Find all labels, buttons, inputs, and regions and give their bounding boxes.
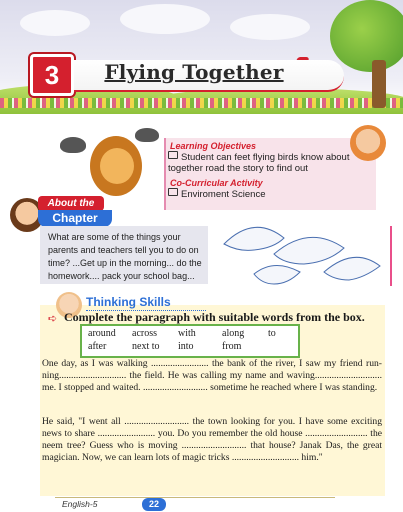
book-icon — [168, 151, 178, 159]
page-number: 22 — [142, 498, 166, 511]
thinking-skills-heading: Thinking Skills — [86, 295, 171, 309]
chapter-number: 3 — [30, 54, 74, 96]
word-item: into — [178, 341, 194, 352]
objectives-heading: Learning Objectives — [170, 141, 257, 151]
title-bar — [74, 60, 344, 92]
word-item: along — [222, 328, 245, 339]
bird-icon — [135, 128, 159, 142]
about-label-top: About the — [38, 196, 104, 211]
chapter-title: Flying Together — [104, 60, 284, 84]
paragraph-1: One day, as I was walking ........................ the bank of the river, I saw my friend run-ning............................ the field. He was calling my name and waving............................ me. I stopped and waited. ........................... sometime he reached where I was standing. — [42, 358, 382, 393]
about-text: What are some of the things your parents and teachers tell you to do on time? ...Get up in the morning... do the homework.... pack your school bag... — [48, 232, 202, 281]
paragraph-2: He said, "I went all ........................... the town looking for you. I have some exciting news to share ........................ you. Do you remember the old house .......................... the neem tree? Guess who is moving ........................... that house? Janak Das, the great magician. Now, we can learn lots of magic tricks ............................ him." — [42, 416, 382, 463]
word-item: to — [268, 328, 276, 339]
word-item: next to — [132, 341, 160, 352]
footer-rule — [55, 497, 335, 498]
lion-face — [100, 148, 134, 184]
co-curricular-heading: Co-Curricular Activity — [170, 178, 263, 188]
arrow-icon: ➪ — [48, 312, 58, 325]
footer-book: English-5 — [62, 499, 98, 509]
objectives-text: Student can feet flying birds know about together road the story to find out — [168, 152, 350, 174]
divider — [390, 226, 392, 286]
bird-icon — [224, 227, 380, 284]
co-curricular-text: Enviroment Science — [168, 189, 265, 200]
cloud-icon — [120, 4, 210, 34]
cloud-icon — [230, 14, 310, 40]
flower-border — [0, 98, 403, 108]
exercise-instruction: Complete the paragraph with suitable words from the box. — [64, 310, 365, 324]
word-item: around — [88, 328, 116, 339]
cloud-icon — [20, 10, 90, 36]
tree-icon — [330, 0, 403, 72]
book-icon — [168, 188, 178, 196]
word-item: after — [88, 341, 107, 352]
about-label-bottom: Chapter — [38, 210, 112, 227]
tree-trunk — [372, 60, 386, 108]
word-item: across — [132, 328, 157, 339]
bird-icon — [60, 137, 86, 153]
flying-birds-illustration — [214, 214, 384, 298]
word-box — [80, 324, 300, 358]
word-item: with — [178, 328, 196, 339]
word-item: from — [222, 341, 242, 352]
